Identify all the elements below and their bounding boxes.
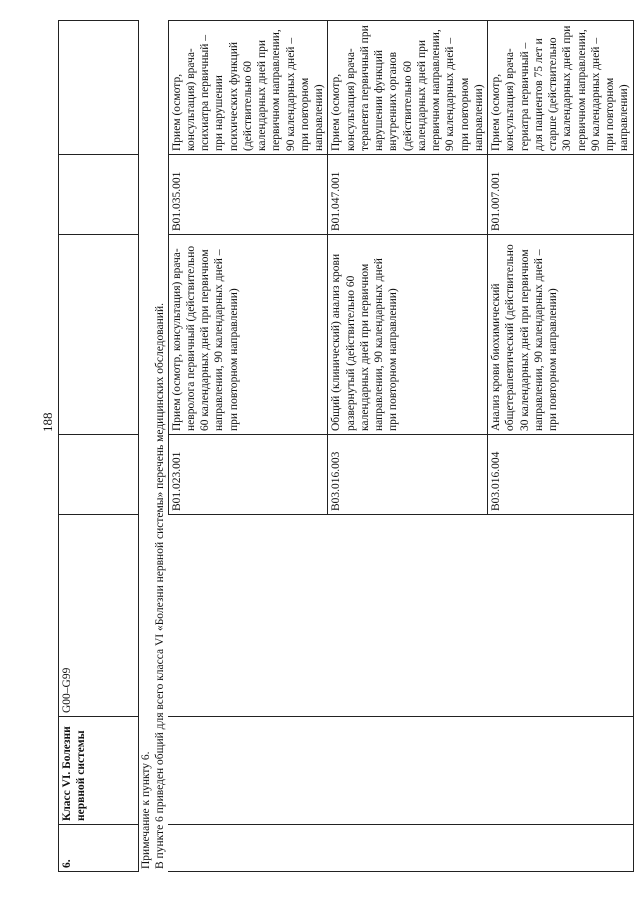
empty-cell — [168, 717, 328, 825]
exam-code: B01.007.001 — [488, 155, 634, 235]
row-number: 6. — [59, 825, 139, 872]
class-header-row — [59, 21, 139, 872]
exam-description: Прием (осмотр, консультация) врача-гериатра первичный – для пациентов 75 лет и старше (действительно 30 календарных дней при первичном направлении, 90 календарных дней – при повторном направлении) — [488, 21, 634, 155]
exam-code: B01.047.001 — [328, 155, 488, 235]
exam-description: Анализ крови биохимический общетерапевтический (действительно 30 календарных дней при первичном направлении, 90 календарных дней – при повторном направлении) — [488, 235, 634, 435]
empty-cell — [59, 21, 139, 155]
empty-cell — [59, 155, 139, 235]
exam-code: B03.016.004 — [488, 435, 634, 515]
class-code: G00–G99 — [59, 515, 139, 717]
empty-cell — [59, 435, 139, 515]
page-number: 188 — [40, 412, 55, 432]
exam-code: B03.016.003 — [328, 435, 488, 515]
rotated-page-content — [58, 20, 631, 872]
empty-cell — [488, 717, 634, 825]
table-row — [488, 21, 634, 872]
note-title: Примечание к пункту 6. — [140, 751, 152, 869]
empty-cell — [328, 717, 488, 825]
table-row — [168, 21, 328, 872]
empty-cell — [488, 825, 634, 872]
note-text: В пункте 6 приведен общий для всего класса VI «Болезни нервной системы» перечень медицинских обследований. — [154, 303, 167, 869]
exam-description: Общий (клинический) анализ крови развернутый (действительно 60 календарных дней при первичном направлении, 90 календарных дней при повторном направлении) — [328, 235, 488, 435]
exam-description: Прием (осмотр, консультация) врача-невролога первичный (действительно 60 календарных дней при первичном направлении, 90 календарных дней – при повторном направлении) — [168, 235, 328, 435]
classification-table — [58, 20, 139, 872]
empty-cell — [59, 235, 139, 435]
class-name: Класс VI. Болезни нервной системы — [59, 717, 139, 825]
examinations-table — [168, 20, 634, 872]
table-row — [328, 21, 488, 872]
empty-cell — [488, 515, 634, 717]
empty-cell — [328, 515, 488, 717]
empty-cell — [168, 825, 328, 872]
note-block — [139, 20, 168, 872]
exam-code: B01.023.001 — [168, 435, 328, 515]
exam-description: Прием (осмотр, консультация) врача-терапевта первичный при нарушении функций внутренних органов (действительно 60 календарных дней при первичном направлении, 90 календарных дней – при повторном направлении) — [328, 21, 488, 155]
exam-code: B01.035.001 — [168, 155, 328, 235]
exam-description: Прием (осмотр, консультация) врача-психиатра первичный – при нарушении психических функций (действительно 60 календарных дней при первичном направлении, 90 календарных дней – при повторном направлении) — [168, 21, 328, 155]
empty-cell — [328, 825, 488, 872]
empty-cell — [168, 515, 328, 717]
